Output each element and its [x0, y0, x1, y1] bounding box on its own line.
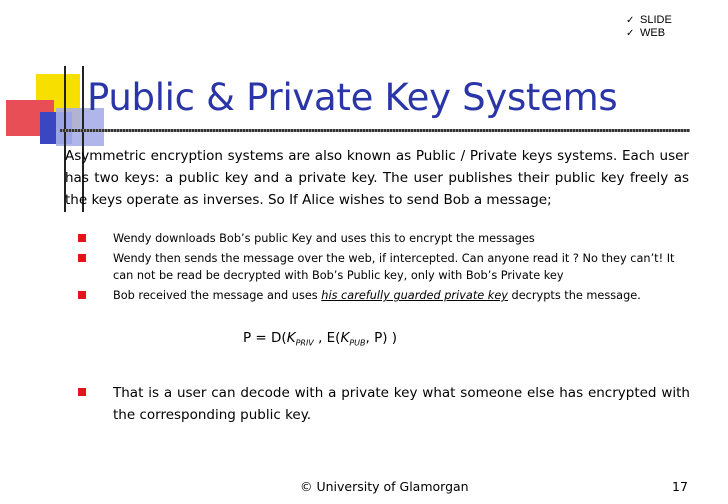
formula-subscript: PRIV [295, 338, 314, 348]
slide-tags [626, 14, 672, 40]
bullet-square-icon [78, 291, 86, 299]
conclusion-text: That is a user can decode with a private key what someone else has encrypted with the corresponding public key. [113, 385, 690, 423]
list-item [78, 287, 690, 304]
intro-paragraph: Asymmetric encryption systems are also known as Public / Private keys systems. Each user has two keys: a public key and a private key. The user publishes their public key freely as the keys operate as inverses. So If Alice wishes to send Bob a message; [65, 148, 689, 208]
list-item [78, 230, 690, 247]
bullet-text: Wendy downloads Bob’s public Key and uses this to encrypt the messages [113, 232, 535, 245]
bullet-text: Wendy then sends the message over the web, if intercepted. Can anyone read it ? No they can’t! It can not be read be decrypted with Bob’s Public key, only with Bob’s Private key [113, 252, 675, 282]
bullet-square-icon [78, 234, 86, 242]
formula-key-symbol: K [340, 330, 350, 346]
conclusion-list [78, 382, 690, 429]
title-underline [60, 129, 690, 132]
footer-copyright: © University of Glamorgan [300, 479, 469, 494]
bullet-list [78, 230, 690, 307]
checkmark-icon: ✓ [626, 15, 635, 26]
emphasis-text: his carefully guarded private key [321, 289, 508, 302]
page-number: 17 [672, 479, 688, 494]
decryption-formula [243, 330, 397, 348]
list-item [78, 382, 690, 426]
bullet-square-icon [78, 254, 86, 262]
formula-part: , E( [313, 330, 341, 346]
formula-part: , P) ) [365, 330, 398, 346]
checkmark-icon: ✓ [626, 28, 635, 39]
formula-key-symbol: K [286, 330, 296, 346]
formula-subscript: PUB [349, 338, 366, 348]
slide-title: Public & Private Key Systems [87, 76, 618, 119]
formula-part: P = D( [243, 330, 287, 346]
bullet-square-icon [78, 388, 86, 396]
tag-web [626, 27, 672, 40]
tag-label: SLIDE [640, 14, 672, 26]
list-item [78, 250, 690, 284]
tag-label: WEB [640, 27, 666, 39]
bullet-text [113, 287, 690, 304]
bullet-text-part: Bob received the message and uses [113, 289, 322, 302]
tag-slide [626, 14, 672, 27]
bullet-text-part: decrypts the message. [507, 289, 641, 302]
